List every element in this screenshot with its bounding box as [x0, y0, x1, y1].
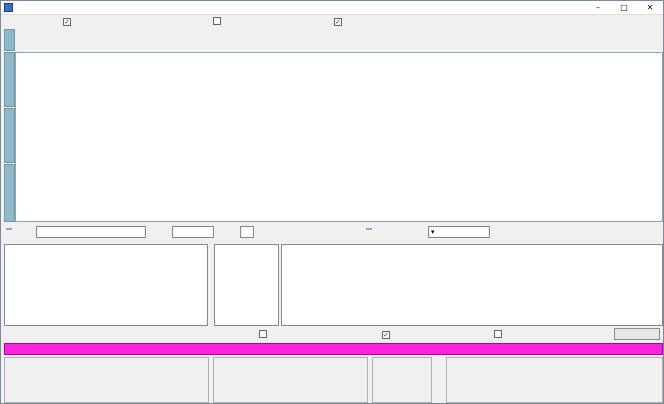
recipe-name-field[interactable]: [36, 226, 146, 238]
dinner-band: [4, 164, 15, 222]
lunch-band: [4, 108, 15, 163]
button-group-3: [372, 357, 432, 403]
title-bar: [1, 1, 663, 15]
recipe-name-label: [6, 228, 12, 230]
app-icon: [4, 3, 13, 12]
status-message: [4, 343, 663, 355]
insert-set-checkbox[interactable]: ✓: [383, 331, 389, 339]
meal-grid: [15, 52, 663, 222]
food-field[interactable]: [172, 226, 214, 238]
maximize-button[interactable]: □: [620, 3, 628, 12]
same-day-repeat-checkbox[interactable]: [213, 17, 223, 27]
close-button[interactable]: ✕: [646, 3, 654, 12]
minimize-button[interactable]: –: [596, 3, 600, 12]
delete-set-checkbox[interactable]: [494, 330, 504, 340]
options-row: [4, 328, 663, 342]
nutrition-table: [281, 244, 663, 326]
list-select[interactable]: [428, 226, 490, 238]
chevron-down-icon: ▾: [431, 228, 435, 236]
button-group-1: [4, 357, 209, 403]
day-range-table: [214, 244, 279, 326]
breakfast-band: [4, 52, 15, 107]
bulk-change-button[interactable]: [614, 328, 660, 340]
difference-reflect-checkbox[interactable]: ✓: [335, 18, 341, 26]
button-group-2: [213, 357, 368, 403]
button-group-4: [446, 357, 663, 403]
auto-insert-checkbox[interactable]: [259, 330, 269, 340]
option-row: [1, 16, 663, 28]
date-band: [4, 29, 15, 51]
ingredient-table: [4, 244, 208, 326]
recipe-area: [4, 224, 663, 241]
continuous-date-checkbox[interactable]: ✓: [64, 18, 70, 26]
main-dish-field[interactable]: [240, 226, 254, 238]
seibun-label: [366, 228, 372, 230]
